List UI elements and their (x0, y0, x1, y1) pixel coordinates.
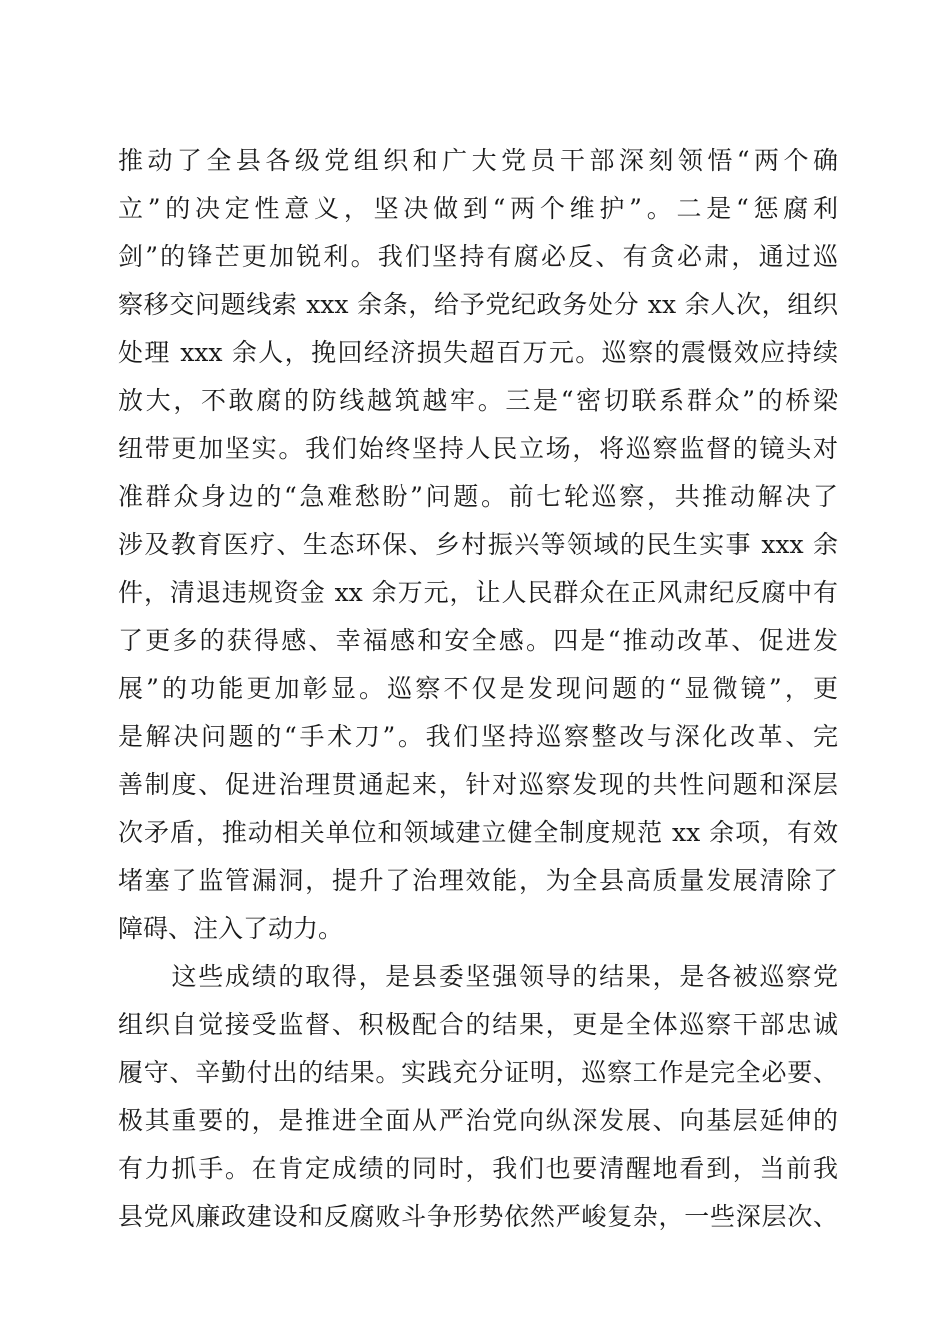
text-line: 有力抓手。在肯定成绩的同时，我们也要清醒地看到，当前我 (118, 1154, 838, 1183)
text-line: 次矛盾，推动相关单位和领域建立健全制度规范 xx 余项，有效 (118, 818, 838, 847)
text-line: 纽带更加坚实。我们始终坚持人民立场，将巡察监督的镜头对 (118, 434, 838, 463)
paragraph-2 (118, 953, 838, 1241)
text-line: 件，清退违规资金 xx 余万元，让人民群众在正风肃纪反腐中有 (118, 578, 838, 607)
body-text (118, 137, 838, 1241)
text-line: 处理 xxx 余人，挽回经济损失超百万元。巡察的震慑效应持续 (118, 338, 838, 367)
text-line: 展”的功能更加彰显。巡察不仅是发现问题的“显微镜”，更 (118, 674, 838, 703)
text-line: 放大，不敢腐的防线越筑越牢。三是“密切联系群众”的桥梁 (118, 386, 838, 415)
text-line: 是解决问题的“手术刀”。我们坚持巡察整改与深化改革、完 (118, 722, 838, 751)
text-line: 障碍、注入了动力。 (118, 914, 344, 943)
paragraph-1 (118, 137, 838, 953)
text-line: 察移交问题线索 xxx 余条，给予党纪政务处分 xx 余人次，组织 (118, 290, 838, 319)
text-line: 剑”的锋芒更加锐利。我们坚持有腐必反、有贪必肃，通过巡 (118, 242, 838, 271)
text-line: 堵塞了监管漏洞，提升了治理效能，为全县高质量发展清除了 (118, 866, 838, 895)
text-line: 善制度、促进治理贯通起来，针对巡察发现的共性问题和深层 (118, 770, 838, 799)
text-line: 这些成绩的取得，是县委坚强领导的结果，是各被巡察党 (118, 962, 838, 991)
text-line: 极其重要的，是推进全面从严治党向纵深发展、向基层延伸的 (118, 1106, 838, 1135)
text-line: 县党风廉政建设和反腐败斗争形势依然严峻复杂，一些深层次、 (118, 1202, 838, 1231)
text-line: 涉及教育医疗、生态环保、乡村振兴等领域的民生实事 xxx 余 (118, 530, 838, 559)
text-line: 推动了全县各级党组织和广大党员干部深刻领悟“两个确 (118, 146, 838, 175)
text-line: 准群众身边的“急难愁盼”问题。前七轮巡察，共推动解决了 (118, 482, 838, 511)
text-line: 立”的决定性意义，坚决做到“两个维护”。二是“惩腐利 (118, 194, 839, 223)
text-line: 了更多的获得感、幸福感和安全感。四是“推动改革、促进发 (118, 626, 838, 655)
text-line: 组织自觉接受监督、积极配合的结果，更是全体巡察干部忠诚 (118, 1010, 838, 1039)
text-line: 履守、辛勤付出的结果。实践充分证明，巡察工作是完全必要、 (118, 1058, 838, 1087)
